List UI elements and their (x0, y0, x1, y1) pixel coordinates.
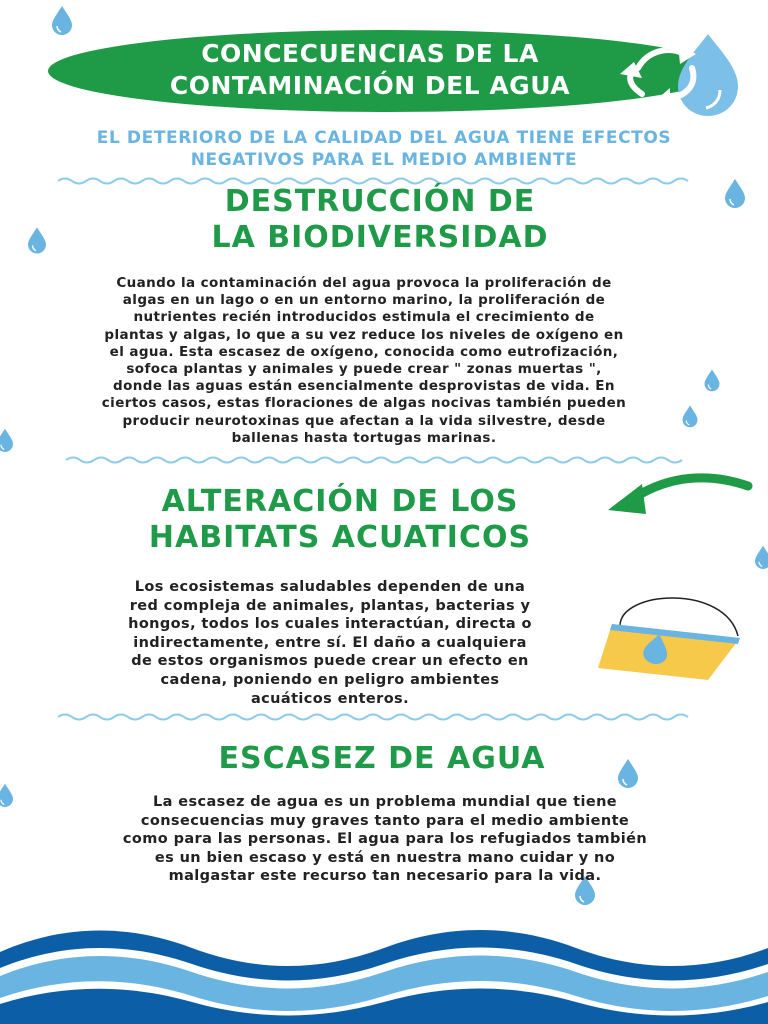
body-line: malgastar este recurso tan necesario para la vida. (168, 868, 602, 885)
body-line: como para las personas. El agua para los refugiados también (122, 831, 648, 848)
curved-arrow-icon (598, 470, 758, 530)
body-line: ballenas hasta tortugas marinas. (231, 429, 497, 446)
water-drop-icon (0, 429, 13, 452)
body-line: es un bien escaso y está en nuestra mano cuidar y no (154, 849, 616, 866)
wave-divider (0, 455, 768, 465)
body-line: ciertos casos, estas floraciones de algas nocivas también pueden (101, 395, 627, 412)
section-heading-water-scarcity (92, 741, 672, 777)
section-body-habitats (60, 578, 600, 708)
body-line: el agua. Esta escasez de oxígeno, conocida como eutrofización, (109, 343, 619, 360)
water-drop-icon (28, 227, 46, 253)
recycle-drop-icon (608, 28, 748, 118)
body-line: nutrientes recién introducidos estimula el crecimiento de (133, 309, 595, 326)
body-line: Los ecosistemas saludables dependen de una (134, 579, 526, 595)
body-line: Cuando la contaminación del agua provoca la proliferación de (116, 275, 612, 291)
wave-icon (0, 924, 768, 1024)
section-heading-biodiversity (100, 184, 660, 256)
wave-divider (0, 712, 768, 722)
body-line: algas en un lago o en un entorno marino, la proliferación de (122, 292, 606, 309)
water-drop-icon (0, 784, 13, 807)
body-line: red compleja de animales, plantas, bacterias y (129, 597, 531, 614)
body-line: donde las aguas están esencialmente desprovistas de vida. En (113, 378, 615, 395)
body-line: acuáticos enteros. (251, 690, 409, 707)
heading-line1: ESCASEZ DE AGUA (218, 741, 546, 776)
water-drop-icon (705, 370, 720, 392)
subtitle-line1: EL DETERIORO DE LA CALIDAD DEL AGUA TIENE EFECTOS (96, 128, 672, 148)
body-line: hongos, todos los cuales interactúan, directa o (128, 616, 532, 633)
subtitle-line2: NEGATIVOS PARA EL MEDIO AMBIENTE (190, 150, 578, 170)
heading-line1: DESTRUCCIÓN DE (224, 184, 536, 219)
subtitle (30, 127, 738, 171)
body-line: indirectamente, entre sí. El daño a cualquiera (133, 634, 527, 651)
page-title (120, 38, 620, 102)
body-line: producir neurotoxinas que afectan a la vida silvestre, desde (122, 412, 606, 429)
body-line: de estos organismos puede crear un efecto en (131, 653, 529, 670)
water-drop-icon (755, 546, 768, 569)
body-line: sofoca plantas y animales y puede crear " zonas muertas ", (126, 361, 602, 378)
water-drop-icon (52, 6, 72, 35)
bucket-icon (590, 580, 750, 690)
section-body-water-scarcity (58, 793, 712, 886)
body-line: consecuencias muy graves tanto para el medio ambiente (140, 812, 630, 829)
page-title-line2: CONTAMINACIÓN DEL AGUA (169, 71, 571, 100)
heading-line2: HABITATS ACUATICOS (148, 520, 532, 555)
heading-line2: LA BIODIVERSIDAD (211, 220, 549, 255)
body-line: cadena, poniendo en peligro ambientes (160, 671, 500, 688)
heading-line1: ALTERACIÓN DE LOS (161, 484, 519, 519)
section-heading-habitats (60, 484, 620, 556)
body-line: La escasez de agua es un problema mundial que tiene (152, 794, 618, 810)
page-title-line1: CONCECUENCIAS DE LA (201, 39, 539, 68)
body-line: plantas y algas, lo que a su vez reduce los niveles de oxígeno en (104, 326, 624, 343)
section-body-biodiversity (30, 275, 698, 447)
